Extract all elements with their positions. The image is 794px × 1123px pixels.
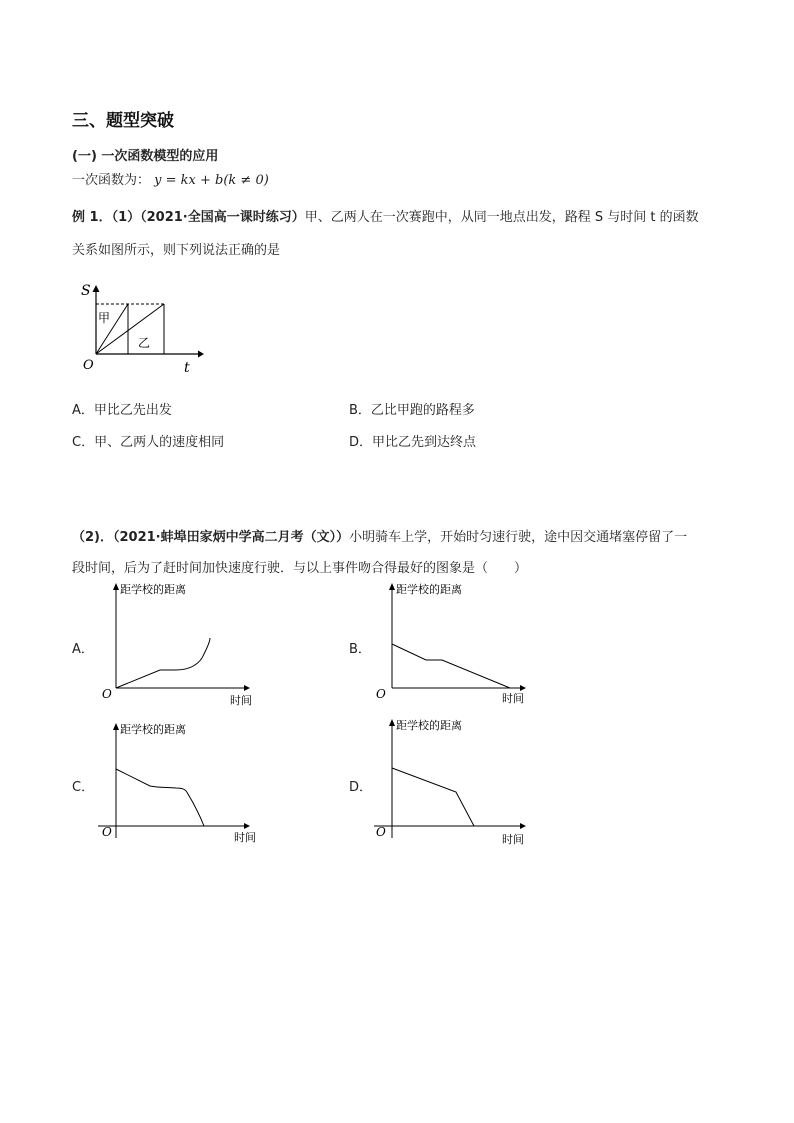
- example1-option-a[interactable]: [72, 399, 172, 418]
- formula: y = kx + b(k ≠ 0): [154, 173, 269, 188]
- option-letter: B．: [349, 403, 371, 418]
- example2-text-line2: 段时间，后为了赶时间加快速度行驶．与以上事件吻合得最好的图象是（ ）: [72, 561, 528, 576]
- option-text: 甲比乙先出发: [93, 403, 172, 418]
- option-letter: D．: [349, 435, 373, 450]
- curve-b: [392, 644, 510, 688]
- example2-graph-b[interactable]: [368, 578, 548, 708]
- example1-label: 例 1．（1）: [72, 210, 141, 225]
- section-title: 三、题型突破: [72, 111, 174, 131]
- option-text: 甲比乙先到达终点: [372, 435, 477, 450]
- x-axis-label: 时间: [234, 831, 256, 844]
- example2-text-line1: 小明骑车上学，开始时匀速行驶，途中因交通堵塞停留了一: [349, 530, 688, 545]
- example2-graph-a[interactable]: [92, 578, 272, 708]
- example1-source: （2021·全国高一课时练习）: [140, 210, 305, 225]
- origin-label: O: [376, 687, 386, 701]
- example2-label: （2)．: [72, 530, 113, 545]
- example1-option-c[interactable]: [72, 431, 224, 450]
- option-letter: A．: [72, 403, 94, 418]
- example1-option-b[interactable]: [349, 399, 475, 418]
- origin-label: O: [376, 825, 386, 839]
- x-axis-arrow: [520, 685, 526, 691]
- curve-d: [392, 768, 474, 826]
- example2-graph-d[interactable]: [368, 714, 548, 848]
- formula-line: [72, 169, 269, 188]
- subsection-title: (一) 一次函数模型的应用: [72, 149, 219, 164]
- option-text: 乙比甲跑的路程多: [370, 403, 475, 418]
- example1-text-line2: 关系如图所示，则下列说法正确的是: [72, 243, 281, 258]
- y-axis-arrow: [389, 583, 395, 590]
- origin-label: O: [102, 825, 112, 839]
- option-letter: C．: [72, 435, 95, 450]
- y-axis-label: S: [81, 283, 91, 299]
- example2-option-c-letter[interactable]: C．: [72, 780, 95, 795]
- option-text: 甲、乙两人的速度相同: [94, 435, 225, 450]
- y-axis-arrow: [93, 285, 100, 292]
- example2-graph-c[interactable]: [92, 718, 272, 848]
- y-axis-arrow: [113, 583, 119, 590]
- example2-option-a-letter[interactable]: A．: [72, 642, 94, 657]
- y-axis-label: 距学校的距离: [120, 723, 186, 736]
- series-b-label: 乙: [138, 336, 151, 350]
- example2-option-b-letter[interactable]: B．: [349, 642, 371, 657]
- x-axis-arrow: [198, 351, 204, 358]
- y-axis-label: 距学校的距离: [396, 719, 462, 732]
- origin-label: O: [83, 358, 94, 373]
- x-axis-label: 时间: [230, 694, 252, 707]
- example2-line1: [72, 526, 687, 545]
- formula-prefix: 一次函数为：: [72, 173, 151, 188]
- y-axis-label: 距学校的距离: [120, 583, 186, 596]
- example1-text-line1: 甲、乙两人在一次赛跑中，从同一地点出发，路程 S 与时间 t 的函数: [304, 210, 699, 225]
- example1-option-d[interactable]: [349, 431, 476, 450]
- x-axis-arrow: [244, 685, 250, 691]
- y-axis-arrow: [389, 719, 395, 726]
- example1-line1: [72, 206, 699, 225]
- x-axis-arrow: [244, 823, 250, 829]
- curve-a: [116, 638, 210, 688]
- example2-option-d-letter[interactable]: D．: [349, 780, 373, 795]
- y-axis-label: 距学校的距离: [396, 583, 462, 596]
- series-a-label: 甲: [98, 311, 111, 325]
- x-axis-label: 时间: [502, 692, 524, 705]
- example1-graph: [72, 280, 212, 376]
- y-axis-arrow: [113, 723, 119, 730]
- x-axis-label: 时间: [502, 833, 524, 846]
- curve-c: [116, 769, 204, 826]
- example2-source: （2021·蚌埠田家炳中学高二月考（文））: [113, 530, 350, 545]
- x-axis-label: t: [184, 360, 190, 376]
- origin-label: O: [102, 687, 112, 701]
- x-axis-arrow: [520, 823, 526, 829]
